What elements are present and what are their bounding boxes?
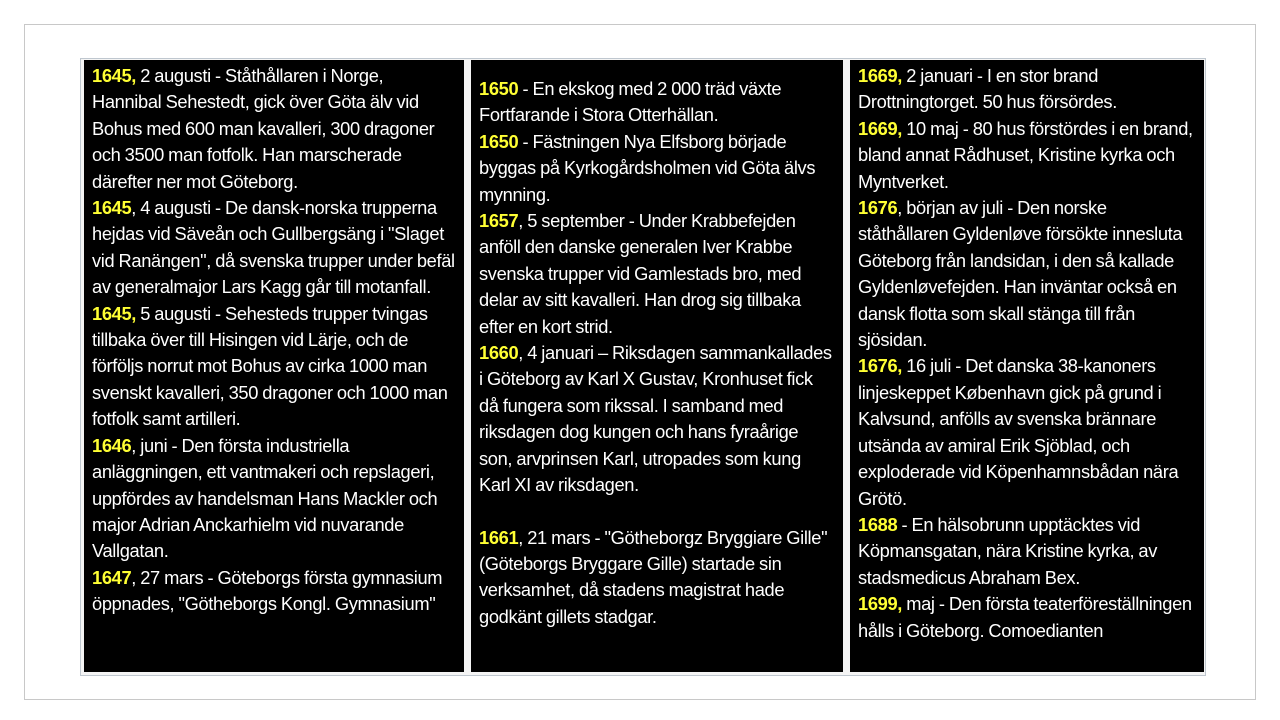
entry-year: 1645, [92, 65, 136, 86]
entry-text: , 4 augusti - De dansk-norska trupperna hejdas vid Säveån och Gullbergsäng i "Slaget vid Ranängen", då svenska trupper under befäl av generalmajor Lars Kagg går till motanfall. [92, 197, 455, 298]
entry-year: 1661 [479, 526, 519, 548]
entry-year: 1699, [858, 593, 902, 615]
entry-text: 5 augusti - Sehesteds trupper tvingas tillbaka över till Hisingen vid Lärje, och de förföljs norrut mot Bohus av cirka 1000 man svenskt kavalleri, 350 dragoner och 1000 man fotfolk samt artilleri. [92, 302, 448, 430]
entry-text: , juni - Den första industriella anläggningen, ett vantmakeri och repslageri, uppfördes av handelsman Hans Mackler och major Adrian Anckarhielm vid nuvarande Vallgatan. [92, 434, 438, 562]
timeline-entry [479, 76, 835, 129]
timeline-column-3 [850, 60, 1204, 672]
entry-text: 16 juli - Det danska 38-kanoners linjeskeppet København gick på grund i Kalvsund, anfölls av svenska brännare utsända av amiral Erik Sjöblad, och exploderade vid Köpenhamnsbådan nära Grötö. [858, 355, 1179, 509]
timeline-entry [479, 525, 835, 631]
timeline-entry [92, 195, 456, 301]
entry-year: 1676 [858, 197, 898, 219]
timeline-column-2 [471, 60, 843, 672]
timeline-entry [858, 116, 1196, 195]
timeline-entry [92, 433, 456, 565]
timeline-entry [858, 512, 1196, 591]
entry-year: 1676, [858, 355, 902, 377]
timeline-entry [479, 340, 835, 498]
timeline-entry [92, 301, 456, 433]
entry-text: 2 januari - I en stor brand Drottningtorget. 50 hus försördes. [858, 65, 1117, 113]
entry-year: 1688 [858, 513, 898, 535]
entry-text: 10 maj - 80 hus förstördes i en brand, bland annat Rådhuset, Kristine kyrka och Myntverket. [858, 117, 1193, 192]
timeline-entry [858, 63, 1196, 116]
entry-year: 1650 [479, 78, 519, 99]
entry-year: 1650 [479, 130, 519, 152]
timeline-entry [92, 565, 456, 618]
entry-text: , 5 september - Under Krabbefejden anföll den danske generalen Iver Krabbe svenska trupper vid Gamlestads bro, med delar av sitt kavalleri. Han drog sig tillbaka efter en kort strid. [479, 210, 802, 337]
entry-year: 1647 [92, 566, 132, 588]
entry-text: , 4 januari – Riksdagen sammankallades i Göteborg av Karl X Gustav, Kronhuset fick då fungera som rikssal. I samband med riksdagen dog kungen och hans fyraårige son, arvprinsen Karl, utropades som kung Karl XI av riksdagen. [479, 342, 832, 496]
entry-year: 1669, [858, 117, 902, 139]
entry-text: - En ekskog med 2 000 träd växte Fortfarande i Stora Otterhällan. [479, 78, 782, 126]
entry-text: , 27 mars - Göteborgs första gymnasium öppnades, "Götheborgs Kongl. Gymnasium" [92, 566, 443, 615]
entry-text: - Fästningen Nya Elfsborg började byggas på Kyrkogårdsholmen vid Göta älvs mynning. [479, 130, 816, 205]
entry-text: 2 augusti - Ståthållaren i Norge, Hannibal Sehestedt, gick över Göta älv vid Bohus med 600 man kavalleri, 300 dragoner och 3500 man fotfolk. Han marscherade därefter ner mot Göteborg. [92, 65, 435, 192]
entry-text: , 21 mars - "Götheborgz Bryggiare Gille" (Göteborgs Bryggare Gille) startade sin verksamhet, då stadens magistrat hade godkänt gillets stadgar. [479, 526, 828, 627]
timeline-entry [92, 63, 456, 195]
entry-year: 1645, [92, 302, 136, 324]
entry-year: 1669, [858, 65, 902, 86]
timeline-entry [858, 353, 1196, 511]
entry-text: , början av juli - Den norske ståthållaren Gyldenløve försökte innesluta Göteborg från landsidan, i den så kallade Gyldenløvefejden. Han inväntar också en dansk flotta som skall stänga till från sjösidan. [858, 197, 1183, 351]
entry-year: 1660 [479, 342, 519, 364]
entry-year: 1657 [479, 210, 519, 232]
timeline-entry [858, 591, 1196, 644]
entry-year: 1645 [92, 197, 132, 219]
entry-year: 1646 [92, 434, 132, 456]
timeline-column-1 [84, 60, 464, 672]
timeline-entry [479, 129, 835, 208]
timeline-entry [858, 195, 1196, 353]
entry-text: maj - Den första teaterföreställningen hålls i Göteborg. Comoedianten [858, 593, 1192, 641]
timeline-entry [479, 208, 835, 340]
entry-text: - En hälsobrunn upptäcktes vid Köpmansgatan, nära Kristine kyrka, av stadsmedicus Abraham Bex. [858, 513, 1158, 588]
